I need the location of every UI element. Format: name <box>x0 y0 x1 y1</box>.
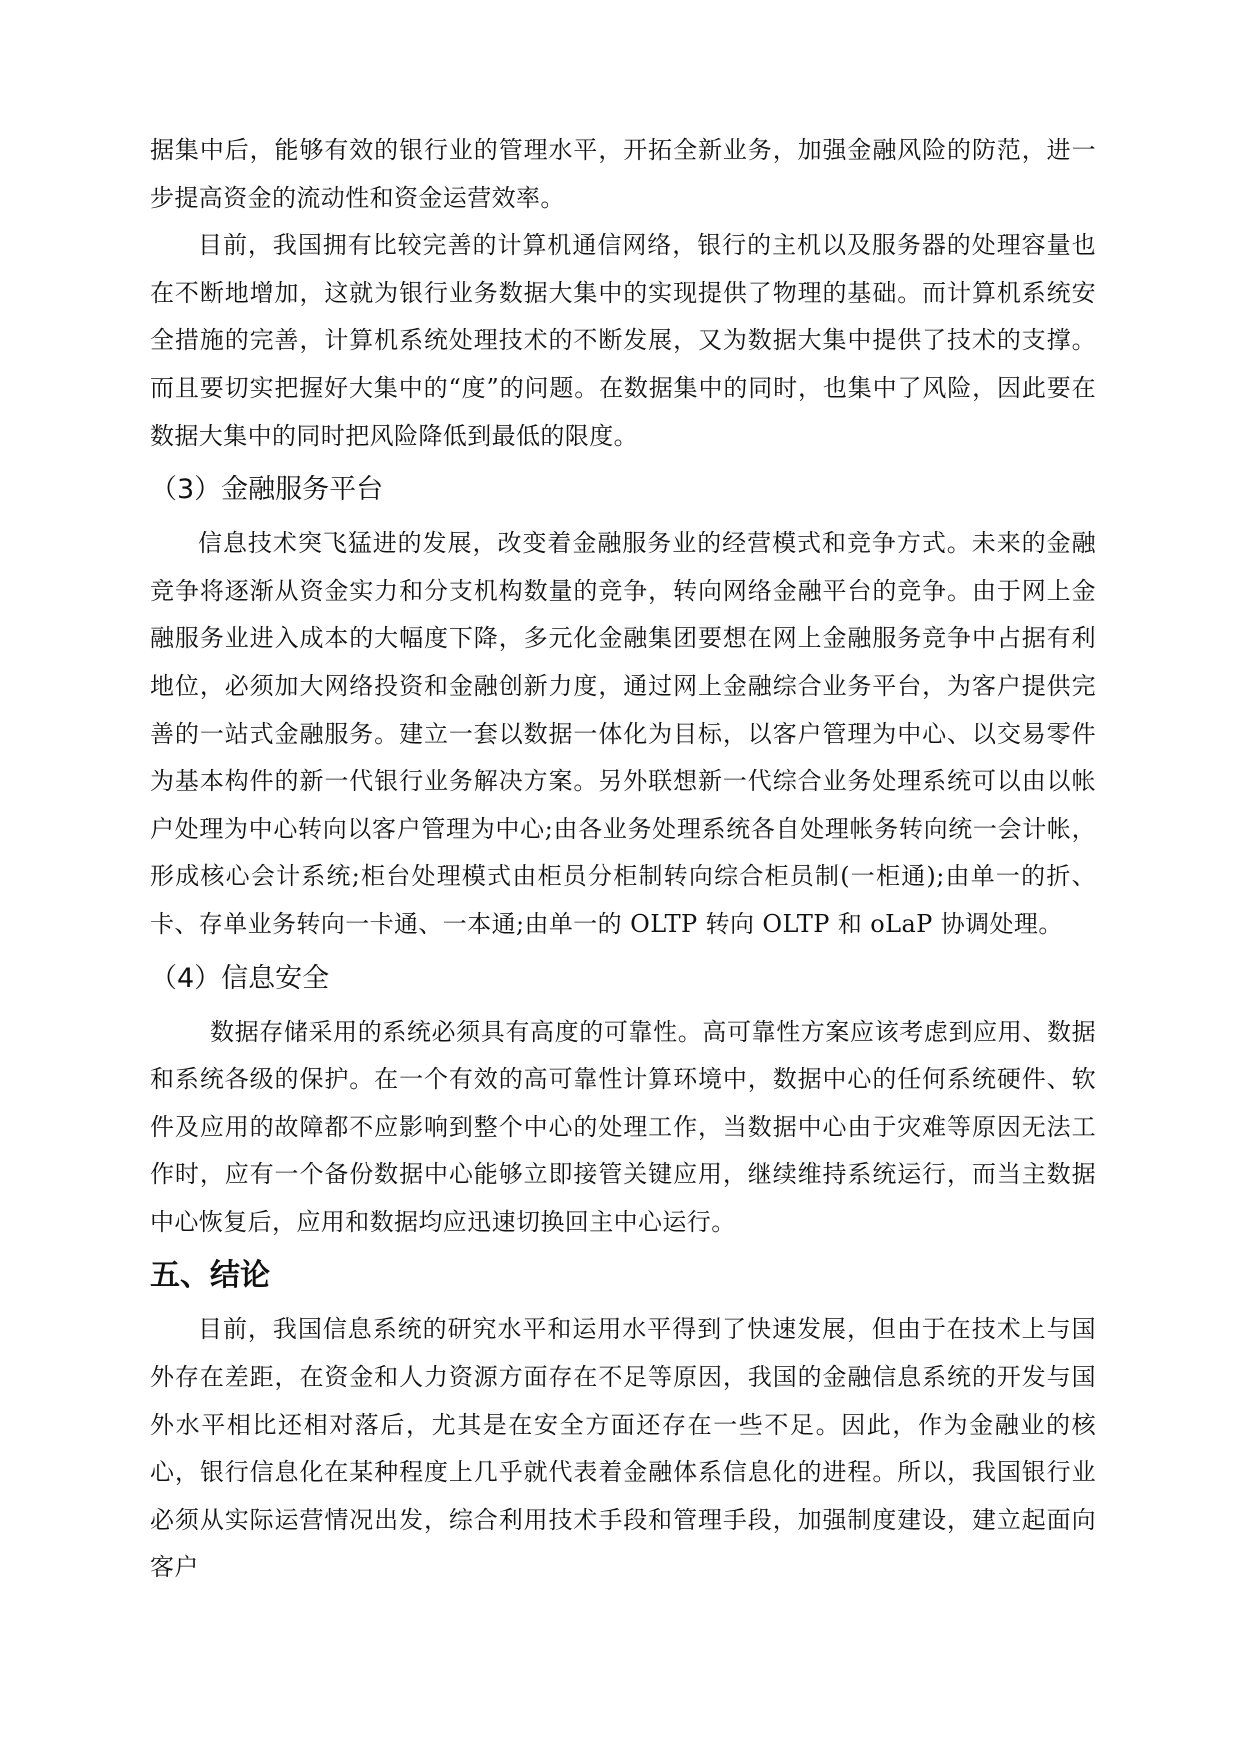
section-heading-conclusion: 五、结论 <box>150 1258 270 1294</box>
paragraph-continuation: 据集中后，能够有效的银行业的管理水平，开拓全新业务，加强金融风险的防范，进一步提高资金的流动性和资金运营效率。 <box>150 136 1096 212</box>
subheading-financial-service-platform: （3）金融服务平台 <box>150 474 384 506</box>
paragraph-information-security: 数据存储采用的系统必须具有高度的可靠性。高可靠性方案应该考虑到应用、数据和系统各级的保护。在一个有效的高可靠性计算环境中，数据中心的任何系统硬件、软件及应用的故障都不应影响到整个中心的处理工作，当数据中心由于灾难等原因无法工作时，应有一个备份数据中心能够立即接管关键应用，继续维持系统运行，而当主数据中心恢复后，应用和数据均应迅速切换回主中心运行。 <box>150 1017 1096 1236</box>
paragraph-conclusion: 目前，我国信息系统的研究水平和运用水平得到了快速发展，但由于在技术上与国外存在差距，在资金和人力资源方面存在不足等原因，我国的金融信息系统的开发与国外水平相比还相对落后，尤其是在安全方面还存在一些不足。因此，作为金融业的核心，银行信息化在某种程度上几乎就代表着金融体系信息化的进程。所以，我国银行业必须从实际运营情况出发，综合利用技术手段和管理手段，加强制度建设，建立起面向客户 <box>150 1315 1096 1582</box>
paragraph-network-infrastructure: 目前，我国拥有比较完善的计算机通信网络，银行的主机以及服务器的处理容量也在不断地增加，这就为银行业务数据大集中的实现提供了物理的基础。而计算机系统安全措施的完善，计算机系统处理技术的不断发展，又为数据大集中提供了技术的支撑。而且要切实把握好大集中的“度”的问题。在数据集中的同时，也集中了风险，因此要在数据大集中的同时把风险降低到最低的限度。 <box>150 231 1096 450</box>
subheading-information-security: （4）信息安全 <box>150 962 330 994</box>
paragraph-financial-service-platform: 信息技术突飞猛进的发展，改变着金融服务业的经营模式和竞争方式。未来的金融竞争将逐渐从资金实力和分支机构数量的竞争，转向网络金融平台的竞争。由于网上金融服务业进入成本的大幅度下降，多元化金融集团要想在网上金融服务竞争中占据有利地位，必须加大网络投资和金融创新力度，通过网上金融综合业务平台，为客户提供完善的一站式金融服务。建立一套以数据一体化为目标，以客户管理为中心、以交易零件为基本构件的新一代银行业务解决方案。另外联想新一代综合业务处理系统可以由以帐户处理为中心转向以客户管理为中心;由各业务处理系统各自处理帐务转向统一会计帐，形成核心会计系统;柜台处理模式由柜员分柜制转向综合柜员制(一柜通);由单一的折、卡、存单业务转向一卡通、一本通;由单一的 OLTP 转向 OLTP 和 oLaP 协调处理。 <box>150 529 1096 938</box>
document-page <box>150 127 1096 1592</box>
